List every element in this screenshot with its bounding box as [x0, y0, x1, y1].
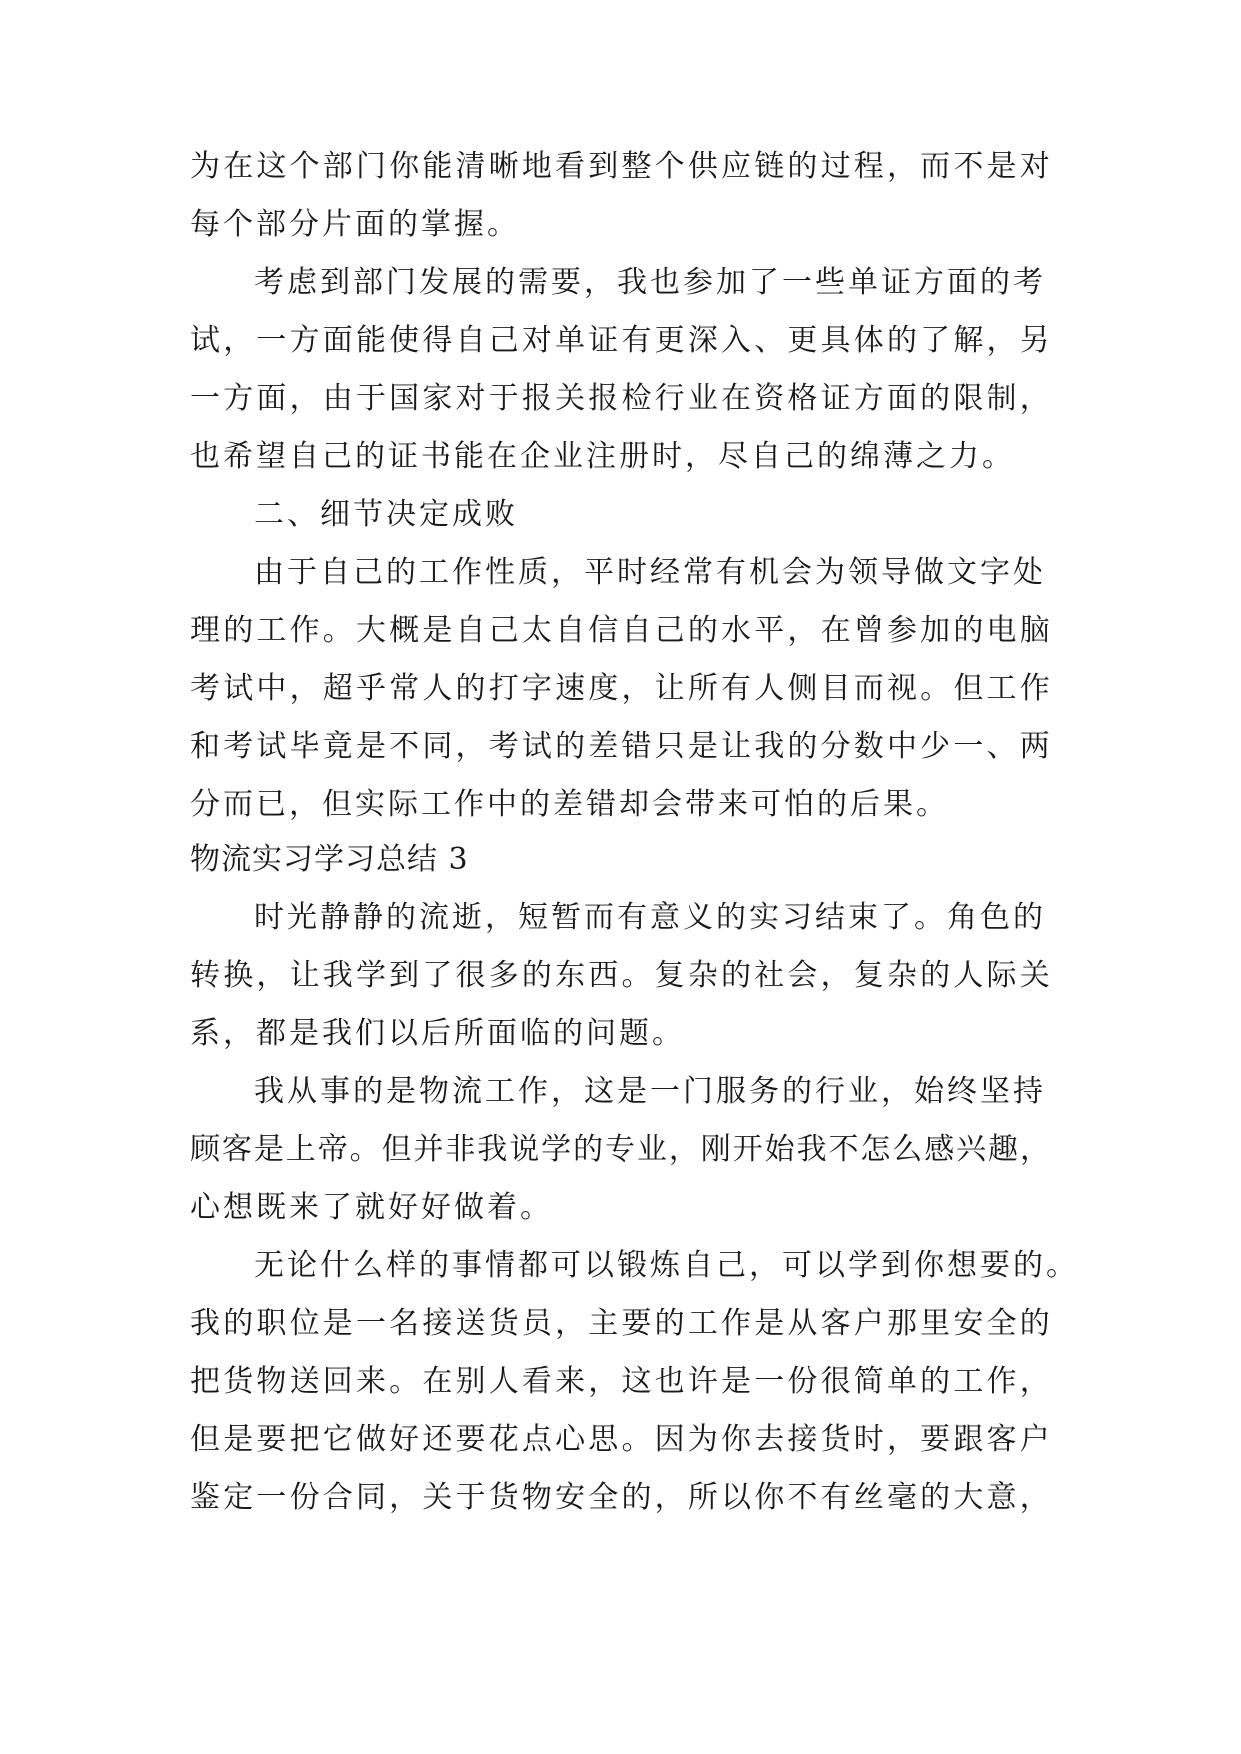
- paragraph-line: 为 在 这 个 部 门 你 能 清 晰 地 看 到 整 个 供 应 链 的 过 程 ， 而 不 是 对: [190, 149, 1050, 184]
- paragraph-line: 我 的 职 位 是 一 名 接 送 货 员 ， 主 要 的 工 作 是 从 客 户 那 里 安 全 的: [190, 1306, 1050, 1341]
- paragraph-line: 考 试 中 ， 超 乎 常 人 的 打 字 速 度 ， 让 所 有 人 侧 目 而 视 。 但 工 作: [190, 671, 1050, 706]
- section-heading: 二、细节决定成败: [254, 497, 518, 532]
- paragraph-line: 由于自己的工作性质，平时经常有机会为领导做文字处: [254, 555, 1046, 590]
- paragraph-line: 试 ， 一 方 面 能 使 得 自 己 对 单 证 有 更 深 入 、 更 具 体 的 了 解 ， 另: [190, 323, 1050, 358]
- paragraph-line: 转 换 ， 让 我 学 到 了 很 多 的 东 西 。 复 杂 的 社 会 ， 复 杂 的 人 际 关: [190, 958, 1050, 993]
- paragraph-line: 无论什么样的事情都可以锻炼自己，可以学到你想要的。: [254, 1248, 1079, 1283]
- paragraph-line: 心想既来了就好好做着。: [190, 1190, 553, 1225]
- paragraph-line: 也希望自己的证书能在企业注册时，尽自己的绵薄之力。: [190, 439, 1015, 474]
- paragraph-line: 时光静静的流逝，短暂而有意义的实习结束了。角色的: [254, 900, 1046, 935]
- paragraph-line: 分而已，但实际工作中的差错却会带来可怕的后果。: [190, 787, 949, 822]
- paragraph-line: 一 方 面 ， 由 于 国 家 对 于 报 关 报 检 行 业 在 资 格 证 方 面 的 限 制 ，: [190, 381, 1050, 416]
- document-title: 物流实习学习总结 3: [190, 842, 469, 877]
- paragraph-line: 每个部分片面的掌握。: [190, 207, 520, 242]
- paragraph-line: 鉴 定 一 份 合 同 ， 关 于 货 物 安 全 的 ， 所 以 你 不 有 丝 毫 的 大 意 ，: [190, 1480, 1050, 1515]
- paragraph-line: 顾 客 是 上 帝 。 但 并 非 我 说 学 的 专 业 ， 刚 开 始 我 不 怎 么 感 兴 趣 ，: [190, 1132, 1050, 1167]
- paragraph-line: 系，都是我们以后所面临的问题。: [190, 1016, 685, 1051]
- paragraph-line: 但 是 要 把 它 做 好 还 要 花 点 心 思 。 因 为 你 去 接 货 时 ， 要 跟 客 户: [190, 1422, 1050, 1457]
- paragraph-line: 我从事的是物流工作，这是一门服务的行业，始终坚持: [254, 1074, 1046, 1109]
- paragraph-line: 把 货 物 送 回 来 。 在 别 人 看 来 ， 这 也 许 是 一 份 很 简 单 的 工 作 ，: [190, 1364, 1050, 1399]
- paragraph-line: 和 考 试 毕 竟 是 不 同 ， 考 试 的 差 错 只 是 让 我 的 分 数 中 少 一 、 两: [190, 729, 1050, 764]
- paragraph-line: 理 的 工 作 。 大 概 是 自 己 太 自 信 自 己 的 水 平 ， 在 曾 参 加 的 电 脑: [190, 613, 1050, 648]
- paragraph-line: 考虑到部门发展的需要，我也参加了一些单证方面的考: [254, 265, 1046, 300]
